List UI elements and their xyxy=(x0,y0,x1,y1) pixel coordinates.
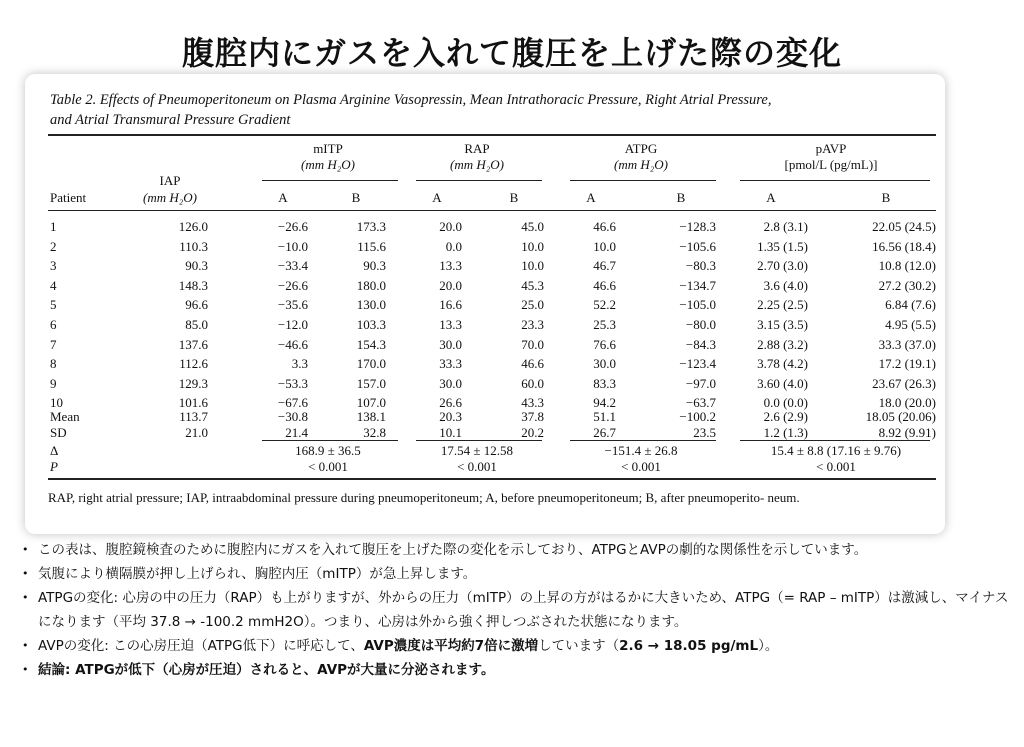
cell-mitp-a: −10.0 xyxy=(277,238,308,254)
cell-atpg-b: −63.7 xyxy=(685,395,716,411)
cell-pavp-a: 2.8 (3.1) xyxy=(763,219,808,234)
cell-rap-b: 10.0 xyxy=(521,238,544,254)
cell-rap-a: 26.6 xyxy=(439,395,462,411)
mean-mitp-b: 138.1 xyxy=(356,409,386,424)
cell-atpg-a: 30.0 xyxy=(593,356,616,372)
p-pavp: < 0.001 xyxy=(816,459,856,474)
cell-patient: 10 xyxy=(50,395,63,411)
sd-atpg-a: 26.7 xyxy=(593,425,616,440)
cell-rap-a: 16.6 xyxy=(439,297,462,313)
mean-iap: 113.7 xyxy=(179,409,208,424)
cell-atpg-b: −105.0 xyxy=(679,297,716,313)
cell-pavp-b: 23.67 (26.3) xyxy=(872,375,936,391)
iap-header: IAP xyxy=(159,173,181,188)
group-header-mitp: mITP xyxy=(313,141,343,156)
cell-rap-a: 20.0 xyxy=(439,219,462,234)
cell-pavp-a: 3.78 (4.2) xyxy=(757,356,808,372)
cell-rap-b: 43.3 xyxy=(521,395,544,411)
cell-patient: 6 xyxy=(50,317,57,332)
bullet-4-pre: AVPの変化: この心房圧迫（ATPG低下）に呼応して、 xyxy=(38,638,364,654)
cell-mitp-b: 173.3 xyxy=(356,219,386,234)
delta-label: Δ xyxy=(50,443,59,458)
sub-atpg-a: A xyxy=(586,190,596,205)
sd-rule-mitp xyxy=(262,440,398,441)
cell-atpg-a: 46.7 xyxy=(593,258,616,274)
table-footnote: RAP, right atrial pressure; IAP, intraabdominal pressure during pneumoperitoneum; A, before pneumoperitoneum; B, after pneumoperito- neum. xyxy=(48,490,800,505)
cell-patient: 7 xyxy=(50,336,57,352)
sd-rap-b: 20.2 xyxy=(521,425,544,440)
cell-pavp-a: 2.88 (3.2) xyxy=(757,336,808,352)
bullet-4-bold: AVP濃度は平均約7倍に激増 xyxy=(363,638,539,654)
cell-pavp-a: 3.60 (4.0) xyxy=(757,375,808,391)
cell-atpg-a: 46.6 xyxy=(593,277,616,293)
cell-mitp-a: −67.6 xyxy=(277,395,308,411)
group-rule-mitp xyxy=(262,180,398,181)
mean-atpg-b: −100.2 xyxy=(679,409,716,424)
cell-patient: 9 xyxy=(50,375,57,391)
cell-iap: 148.3 xyxy=(178,277,208,293)
mean-mitp-a: −30.8 xyxy=(277,409,308,424)
cell-pavp-b: 33.3 (37.0) xyxy=(878,336,936,352)
sd-mitp-b: 32.8 xyxy=(363,425,386,440)
group-unit-rap: (mm H₂O) xyxy=(450,157,504,172)
cell-pavp-b: 22.05 (24.5) xyxy=(872,219,936,234)
mean-pavp-a: 2.6 (2.9) xyxy=(763,409,808,424)
bullet-2 xyxy=(22,562,1012,586)
cell-mitp-b: 115.6 xyxy=(357,238,386,254)
p-rap: < 0.001 xyxy=(457,459,497,474)
cell-atpg-b: −84.3 xyxy=(685,336,716,352)
cell-atpg-b: −134.7 xyxy=(679,277,716,293)
cell-mitp-a: −33.4 xyxy=(277,258,308,274)
p-mitp: < 0.001 xyxy=(308,459,348,474)
group-unit-atpg: (mm H₂O) xyxy=(614,157,668,172)
cell-patient: 5 xyxy=(50,297,57,313)
group-unit-pavp: [pmol/L (pg/mL)] xyxy=(784,157,878,172)
sd-rule-pavp xyxy=(740,440,930,441)
cell-rap-a: 33.3 xyxy=(439,356,462,372)
cell-pavp-b: 6.84 (7.6) xyxy=(885,297,936,313)
cell-rap-b: 10.0 xyxy=(521,258,544,274)
cell-iap: 137.6 xyxy=(178,336,208,352)
cell-rap-b: 45.0 xyxy=(521,219,544,234)
cell-rap-a: 13.3 xyxy=(439,317,462,332)
cell-iap: 129.3 xyxy=(178,375,208,391)
cell-mitp-a: −26.6 xyxy=(277,219,308,234)
cell-mitp-a: −46.6 xyxy=(277,336,308,352)
mean-pavp-b: 18.05 (20.06) xyxy=(865,409,936,424)
bullet-4-bold-2: 2.6 → 18.05 pg/mL xyxy=(619,638,759,654)
cell-rap-b: 45.3 xyxy=(521,277,544,293)
sub-mitp-b: B xyxy=(351,190,361,205)
cell-iap: 96.6 xyxy=(185,297,208,313)
cell-patient: 8 xyxy=(50,356,57,372)
cell-atpg-b: −80.3 xyxy=(685,258,716,274)
group-rule-rap xyxy=(416,180,542,181)
cell-pavp-b: 17.2 (19.1) xyxy=(878,356,936,372)
table-caption xyxy=(50,90,930,130)
cell-atpg-a: 83.3 xyxy=(593,375,616,391)
cell-patient: 4 xyxy=(50,277,57,293)
cell-pavp-b: 16.56 (18.4) xyxy=(872,238,936,254)
sd-atpg-b: 23.5 xyxy=(693,425,716,440)
cell-atpg-b: −97.0 xyxy=(685,375,716,391)
cell-iap: 85.0 xyxy=(185,317,208,332)
bullet-2-text: 気腹により横隔膜が押し上げられ、胸腔内圧（mITP）が急上昇します。 xyxy=(38,566,477,582)
cell-mitp-b: 154.3 xyxy=(356,336,386,352)
slide-title: 腹腔内にガスを入れて腹圧を上げた際の変化 xyxy=(181,34,842,72)
cell-atpg-a: 25.3 xyxy=(593,317,616,332)
sub-atpg-b: B xyxy=(676,190,686,205)
sd-pavp-b: 8.92 (9.91) xyxy=(878,425,936,440)
sd-rap-a: 10.1 xyxy=(439,425,462,440)
cell-mitp-b: 180.0 xyxy=(356,277,386,293)
mean-rap-b: 37.8 xyxy=(521,409,544,424)
cell-patient: 2 xyxy=(50,238,57,254)
cell-mitp-a: 3.3 xyxy=(291,356,308,372)
cell-pavp-a: 3.6 (4.0) xyxy=(763,277,808,293)
cell-iap: 90.3 xyxy=(185,258,208,274)
sd-rule-rap xyxy=(416,440,542,441)
patient-header: Patient xyxy=(50,190,87,205)
cell-rap-a: 0.0 xyxy=(445,238,462,254)
cell-pavp-a: 2.70 (3.0) xyxy=(757,258,808,274)
bullet-1-text: この表は、腹腔鏡検査のために腹腔内にガスを入れて腹圧を上げた際の変化を示しており、ATPGとAVPの劇的な関係性を示しています。 xyxy=(38,542,868,558)
cell-rap-a: 13.3 xyxy=(439,258,462,274)
cell-rap-b: 60.0 xyxy=(521,375,544,391)
p-label: P xyxy=(50,459,58,474)
bullet-5-bold: 結論: ATPGが低下（心房が圧迫）されると、AVPが大量に分泌されます。 xyxy=(38,662,495,678)
cell-atpg-b: −80.0 xyxy=(685,317,716,332)
cell-rap-b: 46.6 xyxy=(521,356,544,372)
cell-atpg-a: 10.0 xyxy=(593,238,616,254)
caption-line-2: and Atrial Transmural Pressure Gradient xyxy=(50,112,291,128)
group-header-pavp: pAVP xyxy=(815,141,847,156)
cell-pavp-b: 18.0 (20.0) xyxy=(878,395,936,411)
bullet-1 xyxy=(22,538,1012,562)
bullet-list xyxy=(22,538,1012,682)
p-atpg: < 0.001 xyxy=(621,459,661,474)
scanned-table xyxy=(36,84,941,529)
cell-iap: 126.0 xyxy=(178,219,208,234)
cell-atpg-a: 94.2 xyxy=(593,395,616,411)
cell-pavp-b: 27.2 (30.2) xyxy=(878,277,936,293)
sub-pavp-a: A xyxy=(766,190,776,205)
cell-atpg-a: 76.6 xyxy=(593,336,616,352)
cell-atpg-a: 52.2 xyxy=(593,297,616,313)
delta-atpg: −151.4 ± 26.8 xyxy=(604,443,678,458)
cell-iap: 101.6 xyxy=(178,395,208,411)
group-rule-atpg xyxy=(570,180,716,181)
caption-line-1: Table 2. Effects of Pneumoperitoneum on Plasma Arginine Vasopressin, Mean Intrathoracic Pressure, Right Atrial Pressure, xyxy=(50,92,772,108)
sd-rule-atpg xyxy=(570,440,716,441)
cell-rap-a: 20.0 xyxy=(439,277,462,293)
sd-patient: SD xyxy=(50,425,67,440)
group-header-rap: RAP xyxy=(464,141,490,156)
cell-atpg-b: −128.3 xyxy=(679,219,716,234)
cell-rap-b: 23.3 xyxy=(521,317,544,332)
cell-atpg-b: −123.4 xyxy=(679,356,716,372)
sub-rap-b: B xyxy=(509,190,519,205)
delta-rap: 17.54 ± 12.58 xyxy=(440,443,514,458)
cell-atpg-a: 46.6 xyxy=(593,219,616,234)
bottom-rule xyxy=(48,478,936,480)
cell-iap: 110.3 xyxy=(179,238,208,254)
cell-pavp-a: 2.25 (2.5) xyxy=(757,297,808,313)
cell-mitp-b: 170.0 xyxy=(356,356,386,372)
bullet-4-mid: しています（ xyxy=(538,638,620,654)
cell-rap-a: 30.0 xyxy=(439,336,462,352)
bullet-3-text: ATPGの変化: 心房の中の圧力（RAP）も上がりますが、外からの圧力（mITP）の上昇の方がはるかに大きいため、ATPG（= RAP – mITP）は激減し、マイナスになります（平均 37.8 → -100.2 mmH2O）。つまり、心房は外から強く押しつぶされた状態になります。 xyxy=(38,590,1009,630)
sub-mitp-a: A xyxy=(278,190,288,205)
mean-patient: Mean xyxy=(50,409,80,424)
sd-pavp-a: 1.2 (1.3) xyxy=(763,425,808,440)
group-unit-mitp: (mm H₂O) xyxy=(301,157,355,172)
mean-rap-a: 20.3 xyxy=(439,409,462,424)
delta-pavp: 15.4 ± 8.8 (17.16 ± 9.76) xyxy=(770,443,902,458)
cell-mitp-b: 130.0 xyxy=(356,297,386,313)
cell-iap: 112.6 xyxy=(179,356,208,372)
sub-pavp-b: B xyxy=(881,190,891,205)
cell-mitp-a: −35.6 xyxy=(277,297,308,313)
cell-pavp-a: 1.35 (1.5) xyxy=(757,238,808,254)
cell-pavp-a: 0.0 (0.0) xyxy=(763,395,808,411)
delta-mitp: 168.9 ± 36.5 xyxy=(295,443,361,458)
mean-atpg-a: 51.1 xyxy=(593,409,616,424)
cell-mitp-a: −12.0 xyxy=(277,317,308,332)
header-rule xyxy=(48,210,936,211)
cell-mitp-a: −26.6 xyxy=(277,277,308,293)
cell-mitp-b: 90.3 xyxy=(363,258,386,274)
sd-iap: 21.0 xyxy=(185,425,208,440)
sd-mitp-a: 21.4 xyxy=(285,425,308,440)
cell-rap-b: 70.0 xyxy=(521,336,544,352)
top-rule xyxy=(48,134,936,136)
cell-mitp-b: 157.0 xyxy=(356,375,386,391)
cell-patient: 3 xyxy=(50,258,57,274)
group-header-atpg: ATPG xyxy=(624,141,658,156)
bullet-4-post: ）。 xyxy=(758,638,779,654)
cell-mitp-a: −53.3 xyxy=(277,375,308,391)
cell-mitp-b: 103.3 xyxy=(356,317,386,332)
cell-rap-a: 30.0 xyxy=(439,375,462,391)
cell-pavp-b: 10.8 (12.0) xyxy=(878,258,936,274)
bullet-4 xyxy=(22,634,1012,658)
group-rule-pavp xyxy=(740,180,930,181)
cell-pavp-b: 4.95 (5.5) xyxy=(885,317,936,332)
bullet-3 xyxy=(22,586,1012,634)
cell-rap-b: 25.0 xyxy=(521,297,544,313)
cell-atpg-b: −105.6 xyxy=(679,238,716,254)
bullet-5 xyxy=(22,658,1012,682)
iap-unit: (mm H₂O) xyxy=(143,190,197,205)
cell-mitp-b: 107.0 xyxy=(356,395,386,411)
sub-rap-a: A xyxy=(432,190,442,205)
cell-patient: 1 xyxy=(50,219,57,234)
cell-pavp-a: 3.15 (3.5) xyxy=(757,317,808,332)
